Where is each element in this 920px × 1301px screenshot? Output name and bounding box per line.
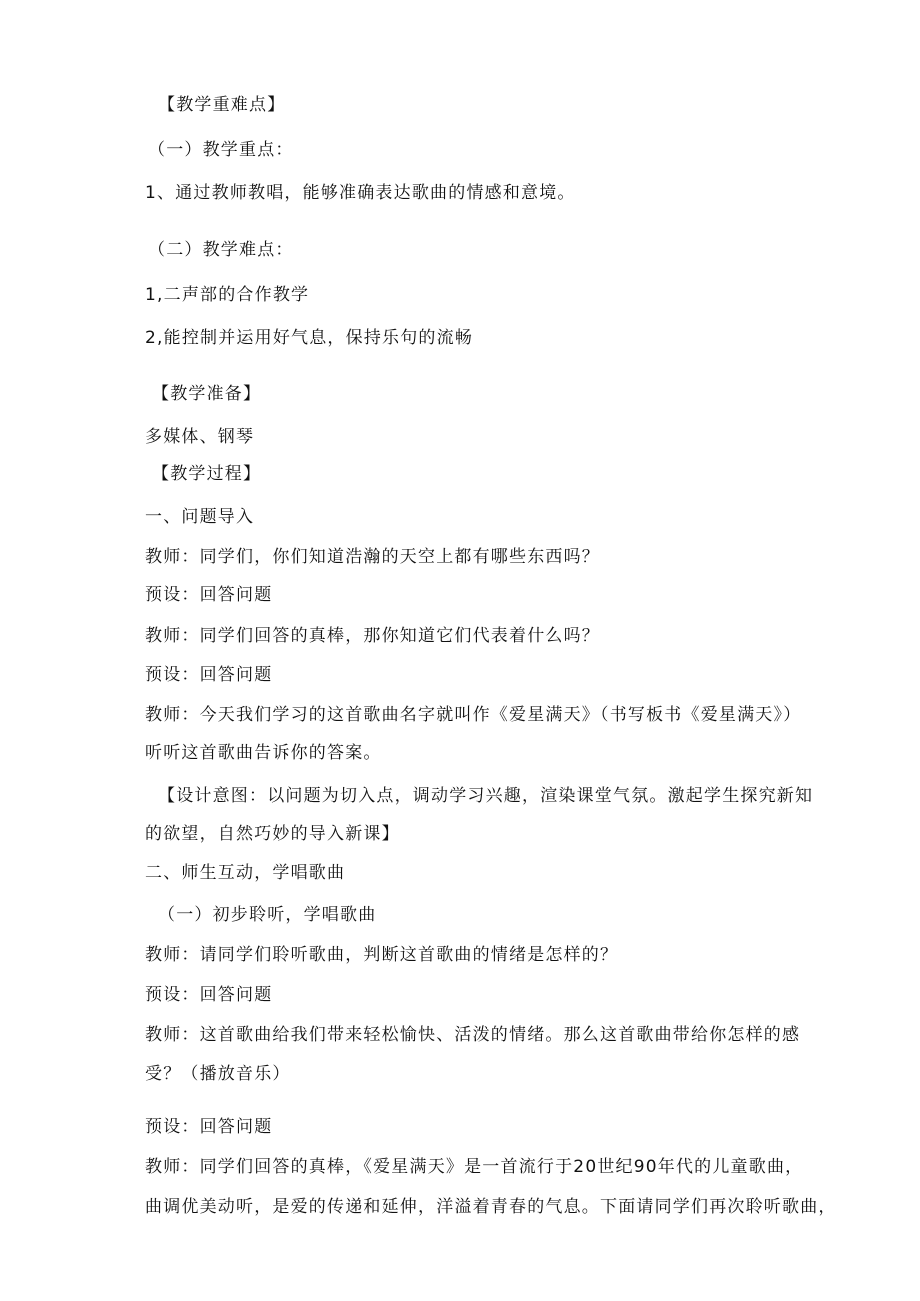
paragraph: 预设：回答问题 (145, 985, 273, 1005)
paragraph: 教师：同学们回答的真棒，那你知道它们代表着什么吗？ (145, 626, 600, 646)
difficult-point-1: 1,二声部的合作教学 (145, 285, 310, 305)
paragraph: 教师：同学们，你们知道浩瀚的天空上都有哪些东西吗？ (145, 547, 600, 567)
section-heading-2: 二、师生互动，学唱歌曲 (145, 863, 346, 883)
preparation-items: 多媒体、钢琴 (145, 427, 255, 447)
subheading-difficult-points: （二）教学难点： (148, 240, 294, 260)
design-intent: 【设计意图：以问题为切入点，调动学习兴趣，渲染课堂气氛。激起学生探究新知 (158, 786, 814, 806)
key-point-1: 1、通过教师教唱，能够准确表达歌曲的情感和意境。 (145, 183, 576, 203)
heading-process: 【教学过程】 (152, 464, 262, 484)
subheading-key-points: （一）教学重点： (148, 140, 294, 160)
paragraph-continuation: 曲调优美动听，是爱的传递和延伸，洋溢着青春的气息。下面请同学们再次聆听歌曲， (145, 1197, 837, 1217)
design-intent-continuation: 的欲望，自然巧妙的导入新课】 (145, 824, 400, 844)
paragraph: 预设：回答问题 (145, 1117, 273, 1137)
paragraph: 预设：回答问题 (145, 585, 273, 605)
paragraph: 教师：同学们回答的真棒，《爱星满天》是一首流行于20世纪90年代的儿童歌曲， (145, 1157, 804, 1177)
paragraph: 教师：今天我们学习的这首歌曲名字就叫作《爱星满天》（书写板书《爱星满天》） (145, 705, 802, 725)
heading-key-points: 【教学重难点】 (158, 95, 286, 115)
paragraph-continuation: 受？（播放音乐） (145, 1064, 291, 1084)
subsection-heading: （一）初步聆听，学唱歌曲 (158, 905, 377, 925)
paragraph: 预设：回答问题 (145, 665, 273, 685)
difficult-point-2: 2,能控制并运用好气息，保持乐句的流畅 (145, 328, 474, 348)
heading-preparation: 【教学准备】 (152, 384, 262, 404)
paragraph: 教师：请同学们聆听歌曲，判断这首歌曲的情绪是怎样的？ (145, 945, 619, 965)
section-heading-1: 一、问题导入 (145, 507, 255, 527)
paragraph-continuation: 听听这首歌曲告诉你的答案。 (145, 743, 382, 763)
paragraph: 教师：这首歌曲给我们带来轻松愉快、活泼的情绪。那么这首歌曲带给你怎样的感 (145, 1025, 801, 1045)
